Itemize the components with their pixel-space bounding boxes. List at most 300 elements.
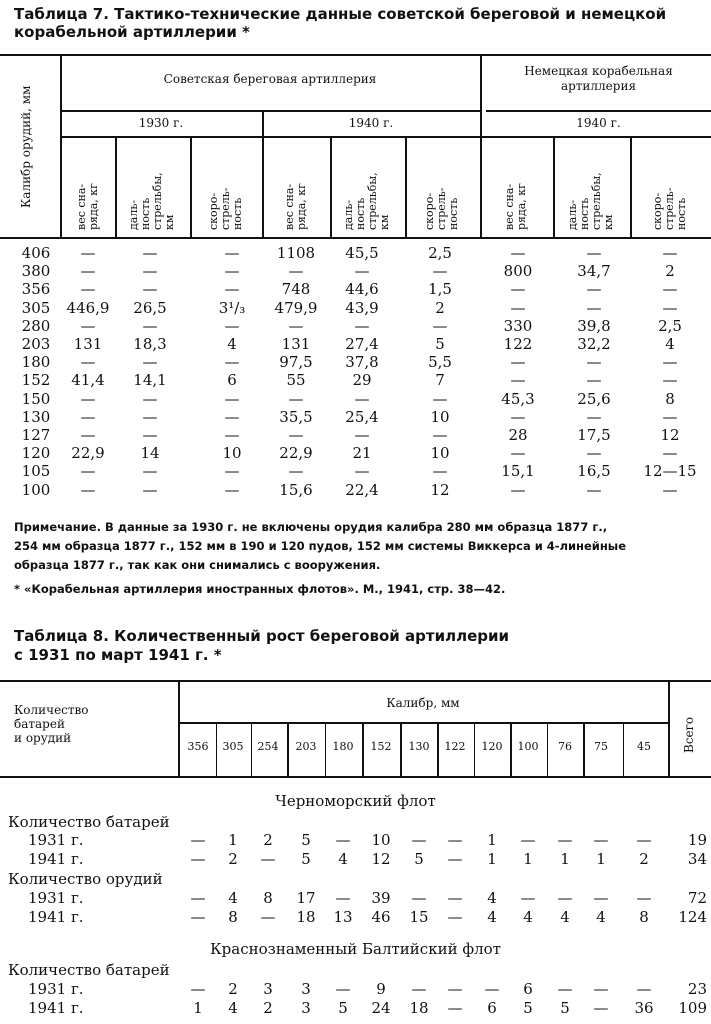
value-cell: — bbox=[586, 280, 602, 299]
group-soviet: Советская береговая артиллерия bbox=[163, 72, 377, 86]
value-cell: — bbox=[80, 353, 96, 372]
value-cell: 8 bbox=[639, 908, 649, 926]
total-cell: 109 bbox=[678, 999, 707, 1017]
caliber-cell: 130 bbox=[21, 407, 51, 426]
caliber-header-cell: 45 bbox=[637, 740, 651, 753]
value-cell: — bbox=[190, 831, 206, 849]
value-cell: 1 bbox=[487, 850, 497, 868]
value-cell: — bbox=[520, 831, 536, 849]
value-cell: 2,5 bbox=[428, 244, 452, 262]
value-cell: — bbox=[662, 298, 678, 317]
value-cell: — bbox=[335, 889, 351, 907]
value-cell: 2 bbox=[263, 999, 273, 1017]
value-cell: — bbox=[354, 389, 370, 408]
value-cell: — bbox=[411, 831, 427, 849]
value-cell: — bbox=[662, 280, 678, 299]
rule bbox=[630, 136, 632, 238]
value-cell: 39 bbox=[371, 889, 391, 907]
value-cell: — bbox=[411, 980, 427, 998]
value-cell: 15 bbox=[409, 908, 429, 926]
value-cell: 28 bbox=[508, 426, 528, 444]
value-cell: 13 bbox=[333, 908, 353, 926]
value-cell: — bbox=[510, 371, 526, 390]
year-label: 1941 г. bbox=[28, 908, 84, 926]
value-cell: 39,8 bbox=[577, 316, 611, 335]
value-cell: 4 bbox=[560, 908, 570, 926]
bl-batteries-1941 bbox=[0, 999, 711, 1018]
caliber-group: Калибр, мм bbox=[386, 696, 460, 710]
sub-column-header: скоро- стрель- ность bbox=[423, 187, 460, 230]
table7-note-line1: Примечание. В данные за 1930 г. не включены орудия калибра 280 мм образца 1877 г., bbox=[14, 520, 608, 534]
value-cell: — bbox=[142, 316, 158, 335]
value-cell: — bbox=[354, 316, 370, 335]
value-cell: 5 bbox=[523, 999, 533, 1017]
value-cell: 18,3 bbox=[133, 335, 167, 353]
value-cell: — bbox=[142, 480, 158, 499]
total-cell: 124 bbox=[678, 908, 707, 926]
value-cell: 748 bbox=[281, 280, 311, 299]
year-label: 1931 г. bbox=[28, 831, 84, 849]
value-cell: — bbox=[142, 407, 158, 426]
table7-row bbox=[0, 262, 711, 280]
value-cell: — bbox=[662, 244, 678, 262]
value-cell: 12 bbox=[430, 480, 450, 499]
value-cell: — bbox=[662, 480, 678, 499]
value-cell: — bbox=[288, 262, 304, 281]
value-cell: 9 bbox=[376, 980, 386, 998]
rule bbox=[400, 722, 402, 776]
sub-column-header: скоро- стрель- ность bbox=[207, 187, 244, 230]
value-cell: 2 bbox=[435, 298, 445, 317]
year-1940-german: 1940 г. bbox=[576, 116, 621, 130]
rule bbox=[437, 722, 439, 776]
year-1940-soviet: 1940 г. bbox=[348, 116, 394, 130]
caliber-header-cell: 152 bbox=[370, 740, 392, 753]
caliber-cell: 127 bbox=[21, 426, 51, 444]
caliber-cell: 280 bbox=[21, 316, 51, 335]
value-cell: — bbox=[288, 426, 304, 444]
value-cell: 97,5 bbox=[279, 353, 313, 372]
value-cell: — bbox=[432, 316, 448, 335]
value-cell: — bbox=[520, 889, 536, 907]
value-cell: 5 bbox=[301, 850, 311, 868]
value-cell: — bbox=[586, 480, 602, 499]
value-cell: 37,8 bbox=[345, 353, 379, 372]
value-cell: — bbox=[510, 444, 526, 463]
value-cell: 15,1 bbox=[501, 462, 535, 481]
sub-column-header: даль- ность стрельбы, км bbox=[127, 172, 176, 230]
sub-column-header: даль- ность стрельбы, км bbox=[566, 172, 615, 230]
value-cell: — bbox=[80, 480, 96, 499]
table7-row bbox=[0, 444, 711, 462]
stub-line1: Количество bbox=[14, 703, 89, 717]
value-cell: — bbox=[447, 850, 463, 868]
value-cell: 14 bbox=[140, 444, 160, 463]
table7-row bbox=[0, 481, 711, 499]
value-cell: 41,4 bbox=[71, 371, 105, 390]
value-cell: 18 bbox=[296, 908, 316, 926]
rule bbox=[190, 136, 192, 238]
stub-line2: батарей bbox=[14, 717, 65, 731]
value-cell: 12 bbox=[371, 850, 391, 868]
value-cell: — bbox=[586, 444, 602, 463]
value-cell: — bbox=[142, 262, 158, 281]
value-cell: 22,9 bbox=[279, 444, 313, 463]
value-cell: 8 bbox=[665, 389, 675, 408]
value-cell: — bbox=[593, 980, 609, 998]
total-cell: 23 bbox=[687, 980, 707, 998]
value-cell: — bbox=[260, 850, 276, 868]
value-cell: — bbox=[510, 353, 526, 372]
value-cell: — bbox=[142, 353, 158, 372]
caliber-cell: 356 bbox=[21, 280, 51, 299]
year-label: 1931 г. bbox=[28, 889, 84, 907]
caliber-cell: 203 bbox=[21, 335, 51, 353]
table7-note-line3: образца 1877 г., так как они снимались с вооружения. bbox=[14, 558, 381, 572]
rule bbox=[480, 54, 482, 238]
caliber-header-cell: 76 bbox=[558, 740, 572, 753]
caliber-cell: 380 bbox=[21, 262, 51, 281]
value-cell: 2 bbox=[263, 831, 273, 849]
value-cell: 3 bbox=[301, 999, 311, 1017]
bl-batteries-1931 bbox=[0, 980, 711, 999]
value-cell: 330 bbox=[503, 316, 533, 335]
value-cell: — bbox=[224, 353, 240, 372]
value-cell: 29 bbox=[352, 371, 372, 390]
value-cell: — bbox=[224, 480, 240, 499]
value-cell: — bbox=[447, 980, 463, 998]
caliber-cell: 120 bbox=[21, 444, 51, 463]
label-guns-bs: Количество орудий bbox=[8, 870, 163, 888]
value-cell: 7 bbox=[435, 371, 445, 390]
sub-column-header: вес сна- ряда, кг bbox=[503, 183, 528, 230]
caliber-cell: 305 bbox=[21, 298, 51, 317]
value-cell: — bbox=[447, 889, 463, 907]
value-cell: 43,9 bbox=[345, 298, 379, 317]
value-cell: 17 bbox=[296, 889, 316, 907]
table7-row bbox=[0, 371, 711, 389]
value-cell: — bbox=[411, 889, 427, 907]
value-cell: — bbox=[142, 462, 158, 481]
value-cell: — bbox=[80, 262, 96, 281]
sub-column-header: даль- ность стрельбы, км bbox=[342, 172, 391, 230]
value-cell: — bbox=[224, 389, 240, 408]
value-cell: 8 bbox=[228, 908, 238, 926]
value-cell: 45,3 bbox=[501, 389, 535, 408]
value-cell: 4 bbox=[487, 908, 497, 926]
value-cell: — bbox=[142, 280, 158, 299]
value-cell: — bbox=[510, 298, 526, 317]
value-cell: 25,6 bbox=[577, 389, 611, 408]
total-cell: 19 bbox=[687, 831, 707, 849]
bs-guns-1941 bbox=[0, 908, 711, 927]
value-cell: 5 bbox=[414, 850, 424, 868]
value-cell: — bbox=[80, 316, 96, 335]
value-cell: — bbox=[224, 280, 240, 299]
table7-note-line2: 254 мм образца 1877 г., 152 мм в 190 и 120 пудов, 152 мм системы Виккерса и 4-линейные bbox=[14, 539, 626, 553]
value-cell: 32,2 bbox=[577, 335, 611, 353]
value-cell: — bbox=[593, 831, 609, 849]
value-cell: — bbox=[662, 444, 678, 463]
total-cell: 72 bbox=[687, 889, 707, 907]
table7-row bbox=[0, 317, 711, 335]
value-cell: 4 bbox=[596, 908, 606, 926]
value-cell: — bbox=[80, 280, 96, 299]
caliber-header-cell: 130 bbox=[408, 740, 430, 753]
value-cell: — bbox=[447, 908, 463, 926]
rule bbox=[330, 136, 332, 238]
bs-guns-1931 bbox=[0, 889, 711, 908]
value-cell: — bbox=[288, 462, 304, 481]
sub-column-header: скоро- стрель- ность bbox=[651, 187, 688, 230]
table7-row bbox=[0, 244, 711, 262]
rule bbox=[287, 722, 289, 776]
sub-column-header: вес сна- ряда, кг bbox=[283, 183, 308, 230]
caliber-header-cell: 180 bbox=[332, 740, 354, 753]
caliber-cell: 180 bbox=[21, 353, 51, 372]
value-cell: 26,5 bbox=[133, 298, 167, 317]
table7-row bbox=[0, 462, 711, 480]
table8-title-line1: Таблица 8. Количественный рост береговой артиллерии bbox=[14, 627, 509, 645]
value-cell: — bbox=[586, 407, 602, 426]
caliber-header-cell: 356 bbox=[187, 740, 209, 753]
value-cell: 4 bbox=[227, 335, 237, 353]
caliber-header-cell: 100 bbox=[517, 740, 539, 753]
value-cell: — bbox=[354, 262, 370, 281]
value-cell: — bbox=[80, 389, 96, 408]
value-cell: 10 bbox=[222, 444, 242, 463]
table7-row bbox=[0, 408, 711, 426]
value-cell: 6 bbox=[227, 371, 237, 390]
value-cell: — bbox=[636, 831, 652, 849]
value-cell: 3 bbox=[301, 980, 311, 998]
rule bbox=[60, 136, 711, 138]
value-cell: — bbox=[510, 244, 526, 262]
caliber-cell: 105 bbox=[21, 462, 51, 481]
value-cell: — bbox=[190, 889, 206, 907]
rule bbox=[405, 136, 407, 238]
value-cell: 6 bbox=[523, 980, 533, 998]
value-cell: 22,4 bbox=[345, 480, 379, 499]
value-cell: — bbox=[662, 371, 678, 390]
value-cell: 18 bbox=[409, 999, 429, 1017]
caliber-header-cell: 120 bbox=[481, 740, 503, 753]
value-cell: — bbox=[557, 980, 573, 998]
value-cell: — bbox=[354, 462, 370, 481]
table7-title-line2: корабельной артиллерии * bbox=[14, 23, 250, 41]
caliber-row bbox=[0, 740, 711, 756]
rule bbox=[325, 722, 327, 776]
value-cell: — bbox=[142, 426, 158, 444]
fleet-black-sea: Черноморский флот bbox=[275, 792, 436, 810]
value-cell: — bbox=[80, 407, 96, 426]
value-cell: 10 bbox=[430, 444, 450, 463]
value-cell: 25,4 bbox=[345, 407, 379, 426]
value-cell: 1 bbox=[523, 850, 533, 868]
value-cell: 15,6 bbox=[279, 480, 313, 499]
value-cell: — bbox=[288, 389, 304, 408]
table7-title-line1: Таблица 7. Тактико-технические данные советской береговой и немецкой bbox=[14, 5, 667, 23]
table7-row bbox=[0, 353, 711, 371]
value-cell: 5 bbox=[301, 831, 311, 849]
year-1930: 1930 г. bbox=[138, 116, 184, 130]
value-cell: — bbox=[142, 244, 158, 262]
value-cell: 446,9 bbox=[66, 298, 110, 317]
value-cell: 1 bbox=[193, 999, 203, 1017]
caliber-header-cell: 203 bbox=[295, 740, 317, 753]
value-cell: 55 bbox=[286, 371, 306, 390]
value-cell: — bbox=[354, 426, 370, 444]
value-cell: — bbox=[224, 316, 240, 335]
value-cell: 10 bbox=[430, 407, 450, 426]
value-cell: — bbox=[586, 298, 602, 317]
table7-row bbox=[0, 280, 711, 298]
value-cell: 1,5 bbox=[428, 280, 452, 299]
rule bbox=[178, 680, 180, 777]
value-cell: — bbox=[142, 389, 158, 408]
rule bbox=[510, 722, 512, 776]
value-cell: 122 bbox=[503, 335, 533, 353]
value-cell: 1 bbox=[596, 850, 606, 868]
value-cell: — bbox=[288, 316, 304, 335]
rule bbox=[216, 722, 218, 776]
rule bbox=[251, 722, 253, 776]
value-cell: — bbox=[432, 462, 448, 481]
value-cell: 21 bbox=[352, 444, 372, 463]
value-cell: — bbox=[190, 850, 206, 868]
label-batteries-bs: Количество батарей bbox=[8, 813, 170, 831]
value-cell: 1 bbox=[228, 831, 238, 849]
value-cell: 2,5 bbox=[658, 316, 682, 335]
fleet-baltic: Краснознаменный Балтийский флот bbox=[210, 940, 501, 958]
rule bbox=[486, 110, 711, 112]
value-cell: 1 bbox=[487, 831, 497, 849]
rule bbox=[668, 680, 670, 777]
value-cell: — bbox=[80, 462, 96, 481]
table7-row bbox=[0, 335, 711, 353]
value-cell: — bbox=[190, 908, 206, 926]
value-cell: — bbox=[484, 980, 500, 998]
table7-footnote: * «Корабельная артиллерия иностранных флотов». М., 1941, стр. 38—42. bbox=[14, 582, 506, 596]
value-cell: 1108 bbox=[276, 244, 316, 262]
caliber-header-cell: 254 bbox=[257, 740, 279, 753]
value-cell: 4 bbox=[228, 999, 238, 1017]
value-cell: — bbox=[662, 353, 678, 372]
table8-title-line2: с 1931 по март 1941 г. * bbox=[14, 646, 222, 664]
value-cell: — bbox=[432, 426, 448, 444]
value-cell: — bbox=[593, 999, 609, 1017]
value-cell: 131 bbox=[281, 335, 311, 353]
label-batteries-bl: Количество батарей bbox=[8, 961, 170, 979]
value-cell: — bbox=[224, 407, 240, 426]
caliber-header-cell: 122 bbox=[444, 740, 466, 753]
caliber-cell: 100 bbox=[21, 480, 51, 499]
value-cell: 45,5 bbox=[345, 244, 379, 262]
value-cell: — bbox=[510, 407, 526, 426]
value-cell: 5,5 bbox=[428, 353, 452, 372]
value-cell: — bbox=[586, 244, 602, 262]
value-cell: 12—15 bbox=[643, 462, 697, 481]
rule bbox=[0, 54, 711, 56]
sub-column-header: вес сна- ряда, кг bbox=[75, 183, 100, 230]
value-cell: 35,5 bbox=[279, 407, 313, 426]
year-label: 1941 г. bbox=[28, 850, 84, 868]
value-cell: 1 bbox=[560, 850, 570, 868]
table7-row bbox=[0, 390, 711, 408]
value-cell: 46 bbox=[371, 908, 391, 926]
rule bbox=[583, 722, 585, 776]
value-cell: — bbox=[447, 831, 463, 849]
rule bbox=[60, 110, 480, 112]
value-cell: — bbox=[224, 244, 240, 262]
value-cell: 17,5 bbox=[577, 426, 611, 444]
value-cell: 4 bbox=[523, 908, 533, 926]
rule bbox=[115, 136, 117, 238]
bs-batteries-1941 bbox=[0, 850, 711, 869]
value-cell: 10 bbox=[371, 831, 391, 849]
rule bbox=[362, 722, 364, 776]
caliber-cell: 406 bbox=[21, 244, 51, 262]
value-cell: 24 bbox=[371, 999, 391, 1017]
value-cell: 14,1 bbox=[133, 371, 167, 390]
value-cell: — bbox=[662, 407, 678, 426]
value-cell: 2 bbox=[228, 850, 238, 868]
value-cell: — bbox=[557, 831, 573, 849]
value-cell: 12 bbox=[660, 426, 680, 444]
value-cell: 479,9 bbox=[274, 298, 318, 317]
value-cell: — bbox=[636, 980, 652, 998]
value-cell: — bbox=[260, 908, 276, 926]
value-cell: 4 bbox=[228, 889, 238, 907]
bs-batteries-1931 bbox=[0, 831, 711, 850]
stub-line3: и орудий bbox=[14, 731, 72, 745]
value-cell: 3 bbox=[263, 980, 273, 998]
value-cell: — bbox=[335, 831, 351, 849]
caliber-header-cell: 305 bbox=[222, 740, 244, 753]
value-cell: — bbox=[432, 389, 448, 408]
group-german-line1: Немецкая корабельная bbox=[524, 64, 673, 78]
value-cell: 5 bbox=[560, 999, 570, 1017]
value-cell: — bbox=[432, 262, 448, 281]
value-cell: — bbox=[510, 480, 526, 499]
value-cell: 4 bbox=[487, 889, 497, 907]
group-german-line2: артиллерия bbox=[560, 79, 637, 93]
caliber-cell: 150 bbox=[21, 389, 51, 408]
value-cell: 2 bbox=[665, 262, 675, 281]
value-cell: 5 bbox=[435, 335, 445, 353]
value-cell: 5 bbox=[338, 999, 348, 1017]
rule bbox=[547, 722, 549, 776]
total-cell: 34 bbox=[687, 850, 707, 868]
total-header: Всего bbox=[682, 716, 696, 754]
value-cell: — bbox=[510, 280, 526, 299]
value-cell: 44,6 bbox=[345, 280, 379, 299]
table7-row bbox=[0, 299, 711, 317]
value-cell: 800 bbox=[503, 262, 533, 281]
value-cell: — bbox=[335, 980, 351, 998]
value-cell: 8 bbox=[263, 889, 273, 907]
value-cell: — bbox=[586, 371, 602, 390]
rule bbox=[553, 136, 555, 238]
value-cell: 4 bbox=[338, 850, 348, 868]
value-cell: — bbox=[586, 353, 602, 372]
rule bbox=[474, 722, 476, 776]
rule bbox=[623, 722, 625, 776]
value-cell: 34,7 bbox=[577, 262, 611, 281]
value-cell: 2 bbox=[639, 850, 649, 868]
value-cell: 36 bbox=[634, 999, 654, 1017]
value-cell: — bbox=[224, 262, 240, 281]
